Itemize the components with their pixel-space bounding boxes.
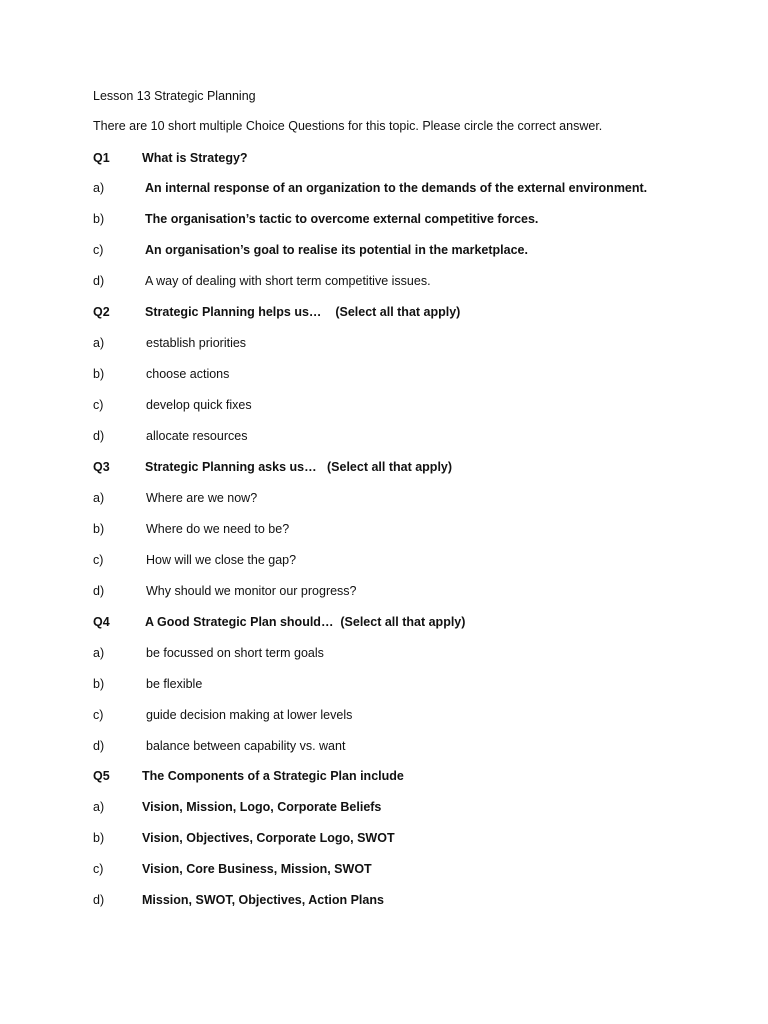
document-title: Lesson 13 Strategic Planning	[93, 89, 256, 103]
option-text: be flexible	[146, 677, 203, 691]
option-letter: a)	[93, 491, 105, 505]
option-letter: d)	[93, 584, 105, 598]
option-letter: a)	[93, 336, 105, 350]
option-letter: c)	[93, 708, 104, 722]
question-text: What is Strategy?	[142, 151, 248, 165]
option-text: A way of dealing with short term competitive issues.	[145, 274, 431, 288]
option-letter: a)	[93, 181, 105, 195]
option-letter: d)	[93, 429, 105, 443]
question-number: Q2	[93, 305, 110, 319]
option-text: Where are we now?	[146, 491, 258, 505]
option-text: An organisation’s goal to realise its potential in the marketplace.	[145, 243, 528, 257]
option-letter: b)	[93, 367, 105, 381]
option-text: Why should we monitor our progress?	[146, 584, 357, 598]
option-letter: d)	[93, 739, 105, 753]
option-text: An internal response of an organization to the demands of the external environment.	[145, 181, 648, 195]
option-letter: c)	[93, 398, 104, 412]
option-text: balance between capability vs. want	[146, 739, 346, 753]
option-letter: b)	[93, 522, 105, 536]
option-text: Vision, Objectives, Corporate Logo, SWOT	[142, 831, 395, 845]
question-text: The Components of a Strategic Plan include	[142, 769, 404, 783]
option-text: choose actions	[146, 367, 230, 381]
option-text: allocate resources	[146, 429, 248, 443]
option-text: guide decision making at lower levels	[146, 708, 353, 722]
option-letter: b)	[93, 677, 105, 691]
question-text: Strategic Planning asks us… (Select all that apply)	[145, 460, 453, 474]
option-text: Vision, Mission, Logo, Corporate Beliefs	[142, 800, 382, 814]
option-letter: d)	[93, 274, 105, 288]
option-text: How will we close the gap?	[146, 553, 297, 567]
question-text: Strategic Planning helps us… (Select all that apply)	[145, 305, 461, 319]
option-letter: d)	[93, 893, 105, 907]
question-text: A Good Strategic Plan should… (Select all that apply)	[145, 615, 466, 629]
option-letter: c)	[93, 243, 104, 257]
instructions-text: There are 10 short multiple Choice Questions for this topic. Please circle the correct answer.	[93, 119, 603, 133]
option-text: Vision, Core Business, Mission, SWOT	[142, 862, 372, 876]
option-letter: c)	[93, 553, 104, 567]
question-number: Q3	[93, 460, 110, 474]
option-letter: a)	[93, 800, 105, 814]
question-number: Q1	[93, 151, 110, 165]
question-number: Q4	[93, 615, 110, 629]
option-letter: b)	[93, 212, 105, 226]
option-text: The organisation’s tactic to overcome external competitive forces.	[145, 212, 539, 226]
option-text: establish priorities	[146, 336, 247, 350]
option-text: be focussed on short term goals	[146, 646, 324, 660]
option-letter: c)	[93, 862, 104, 876]
option-text: Where do we need to be?	[146, 522, 290, 536]
option-letter: a)	[93, 646, 105, 660]
question-number: Q5	[93, 769, 110, 783]
option-letter: b)	[93, 831, 105, 845]
option-text: Mission, SWOT, Objectives, Action Plans	[142, 893, 384, 907]
option-text: develop quick fixes	[146, 398, 252, 412]
